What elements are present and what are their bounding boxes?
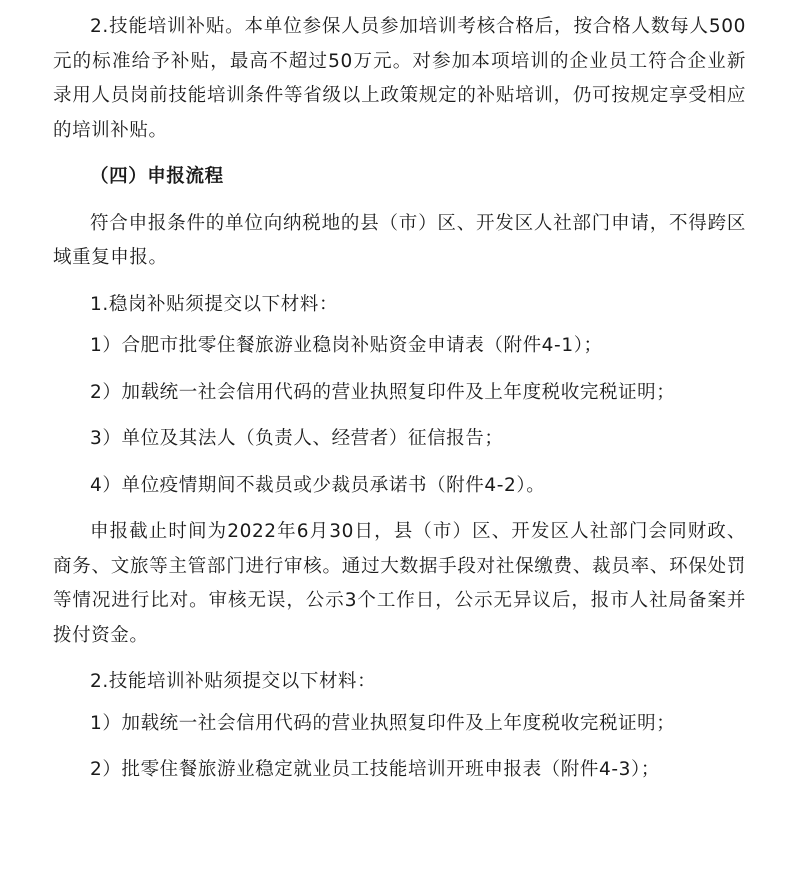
list2-item: 2）批零住餐旅游业稳定就业员工技能培训开班申报表（附件4-3）；: [90, 759, 660, 780]
section-heading-text: （四）申报流程: [90, 166, 224, 187]
paragraph-application-location: 符合申报条件的单位向纳税地的县（市）区、开发区人社部门申请，不得跨区域重复申报。: [53, 212, 746, 268]
paragraph-skill-training-subsidy: 2.技能培训补贴。本单位参保人员参加培训考核合格后，按合格人数每人500元的标准给予补贴，最高不超过50万元。对参加本项培训的企业员工符合企业新录用人员岗前技能培训条件等省级以上政策规定的补贴培训，仍可按规定享受相应的培训补贴。: [53, 16, 746, 141]
list1-item: 2）加载统一社会信用代码的营业执照复印件及上年度税收完税证明；: [90, 381, 676, 403]
list2-item: 1）加载统一社会信用代码的营业执照复印件及上年度税收完税证明；: [90, 712, 676, 734]
list1-item: 4）单位疫情期间不裁员或少裁员承诺书（附件4-2）。: [90, 474, 546, 496]
list1-item: 1）合肥市批零住餐旅游业稳岗补贴资金申请表（附件4-1）；: [90, 335, 603, 356]
list2-title: 2.技能培训补贴须提交以下材料：: [90, 671, 377, 692]
section-heading-application-process: [53, 160, 746, 195]
paragraph-deadline-review: 申报截止时间为2022年6月30日，县（市）区、开发区人社部门会同财政、商务、文旅等主管部门进行审核。通过大数据手段对社保缴费、裁员率、环保处罚等情况进行比对。审核无误，公示3个工作日，公示无异议后，报市人社局备案并拨付资金。: [53, 521, 746, 646]
list1-item: 3）单位及其法人（负责人、经营者）征信报告；: [90, 428, 504, 449]
list1-title: 1.稳岗补贴须提交以下材料：: [90, 293, 339, 315]
